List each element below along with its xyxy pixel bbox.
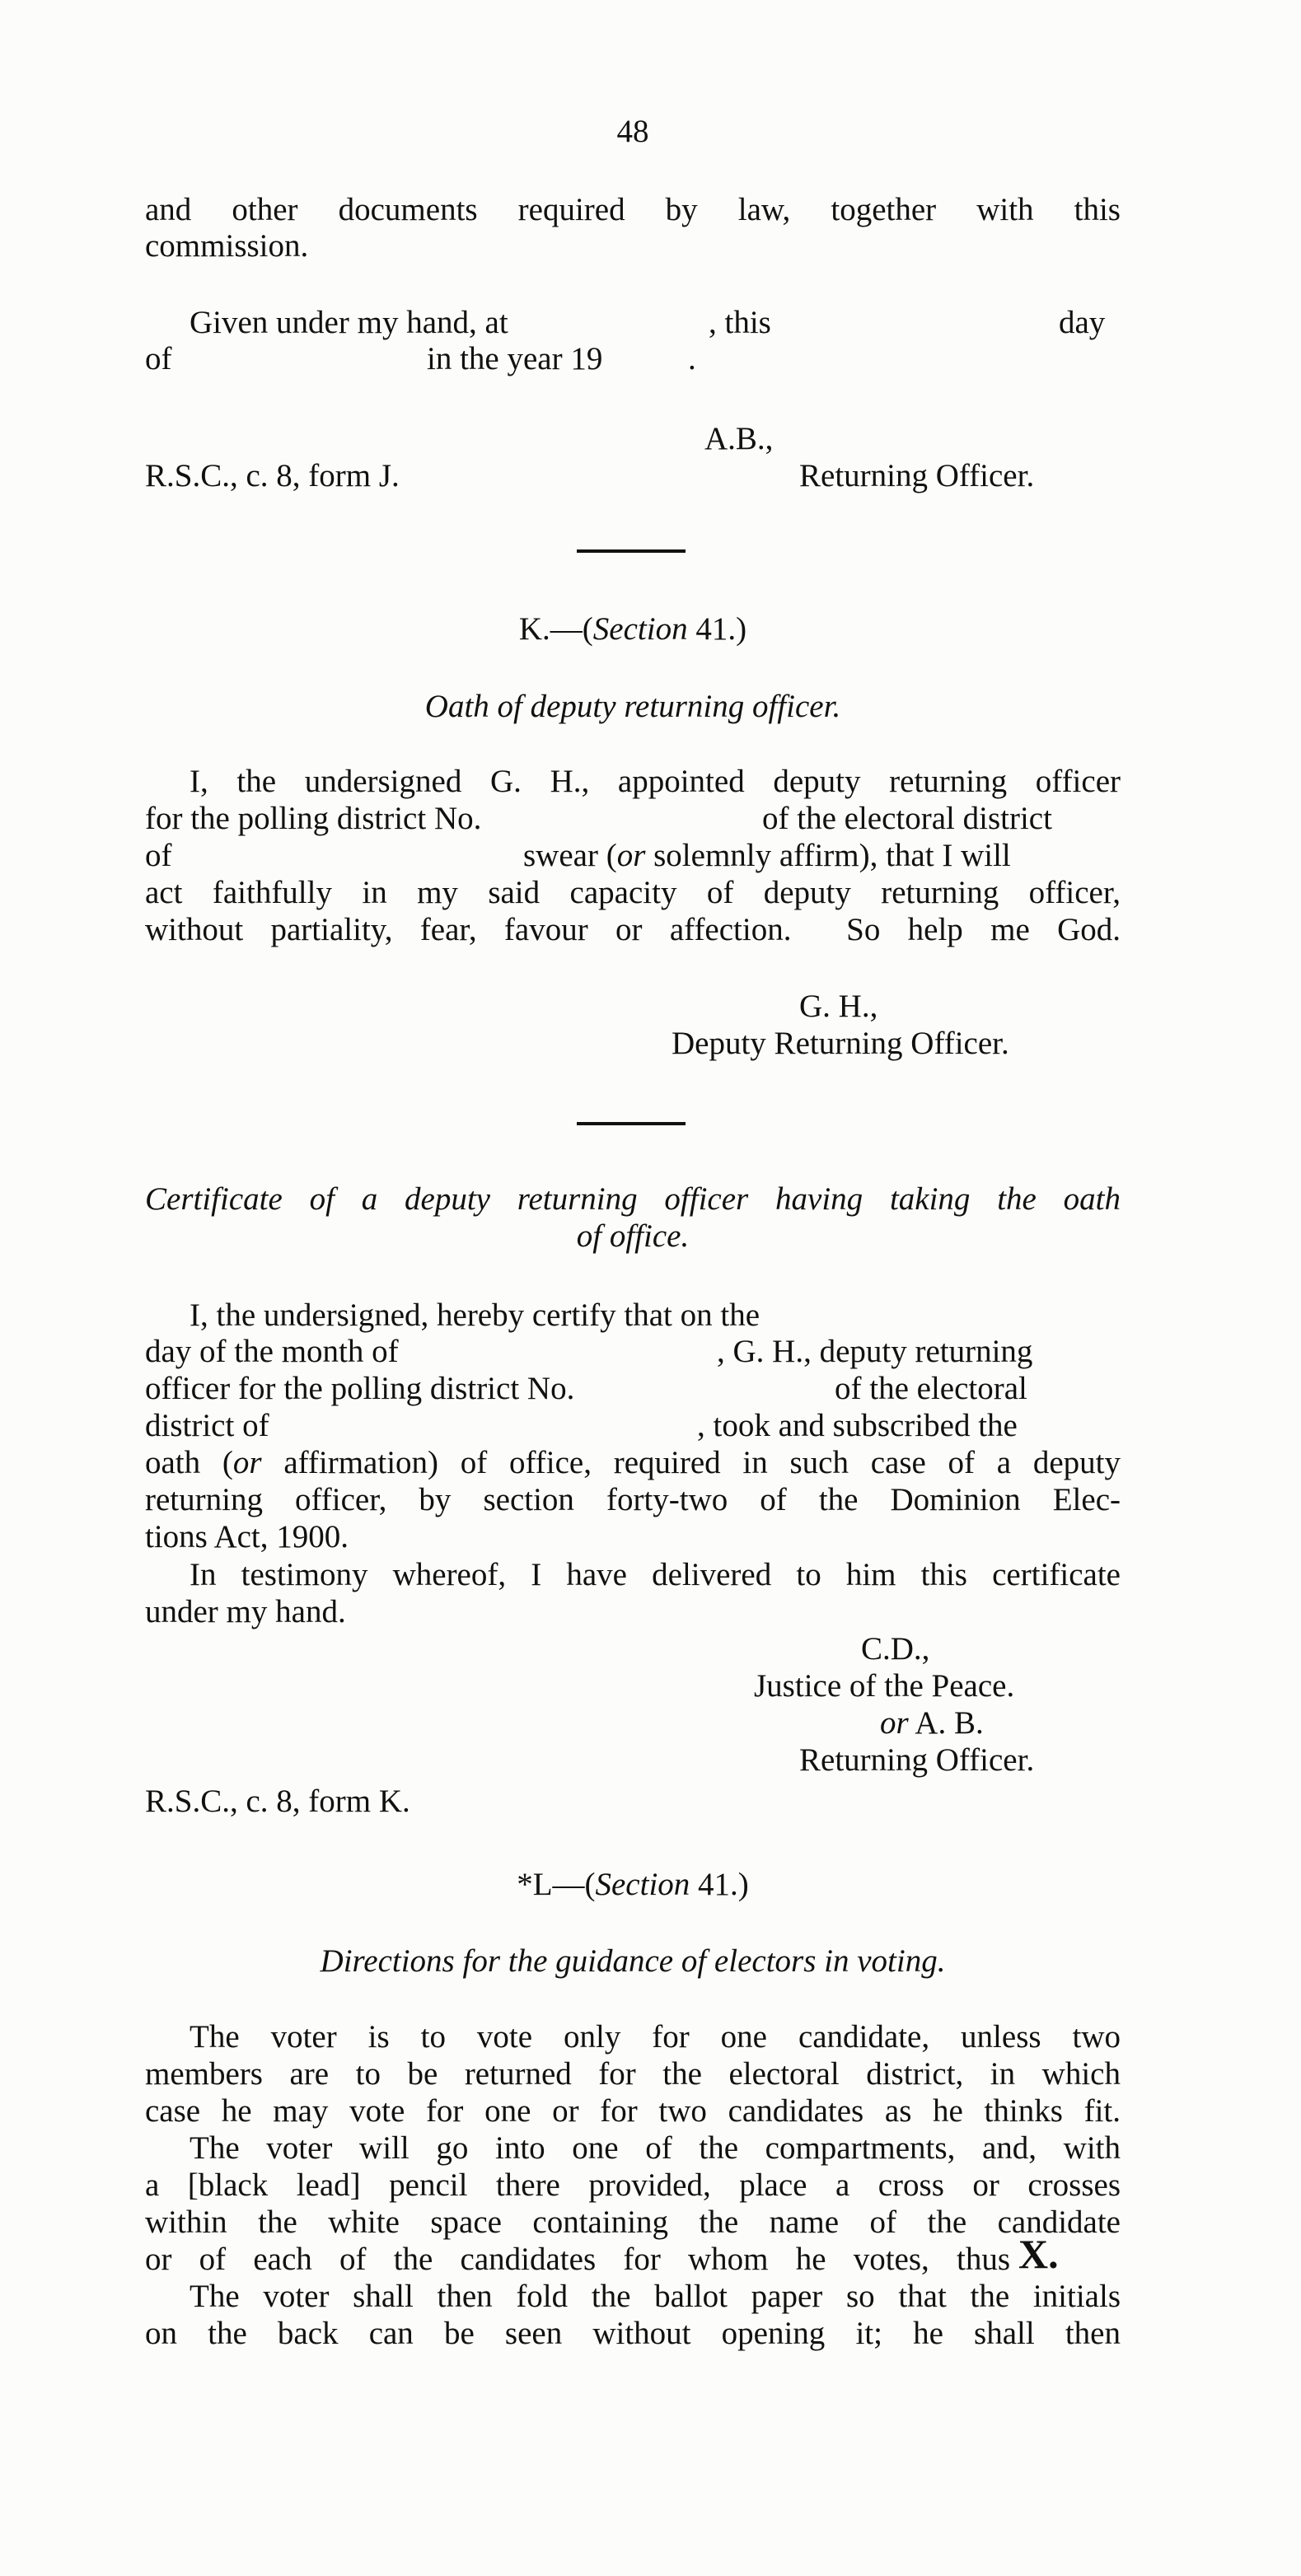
signature-title: Justice of the Peace.: [754, 1668, 1015, 1704]
certificate-line: officer for the polling district No.: [145, 1371, 575, 1406]
directions-line: The voter shall then fold the ballot paper so that the initials: [190, 2279, 1121, 2314]
oath-line: of the electoral district: [762, 801, 1052, 836]
oath-line: for the polling district No.: [145, 801, 482, 836]
top-paragraph-line: and other documents required by law, together with this: [145, 192, 1121, 227]
directions-line: The voter will go into one of the compartments, and, with: [190, 2130, 1121, 2166]
section-heading-k: [145, 610, 1121, 649]
signature-alternate: [880, 1704, 984, 1743]
directions-line: case he may vote for one or for two candidates as he thinks fit.: [145, 2093, 1121, 2129]
heading-prefix: K.—(: [518, 611, 593, 647]
given-text: Given under my hand, at: [190, 305, 508, 340]
certificate-line: returning officer, by section forty-two of the Dominion Elec-: [145, 1482, 1121, 1517]
oath-line: I, the undersigned G. H., appointed deputy returning officer: [190, 764, 1121, 799]
divider-rule: [577, 1122, 686, 1125]
certificate-text: affirmation) of office, required in such case of a deputy: [261, 1445, 1121, 1480]
certificate-line: In testimony whereof, I have delivered to him this certificate: [190, 1557, 1121, 1592]
oath-text: solemnly affirm), that I will: [645, 838, 1011, 873]
directions-line: members are to be returned for the electoral district, in which: [145, 2056, 1121, 2092]
heading-prefix: *L—(: [517, 1867, 596, 1902]
heading-section: Section: [592, 611, 688, 647]
directions-line: or of each of the candidates for whom he votes, thus: [145, 2242, 1010, 2277]
signature-name: A.B.,: [704, 421, 774, 456]
certificate-text-or: or: [232, 1445, 262, 1480]
oath-line: act faithfully in my said capacity of deputy returning officer,: [145, 875, 1121, 910]
certificate-line: under my hand.: [145, 1594, 346, 1629]
heading-number: 41.): [687, 611, 747, 647]
directions-line: within the white space containing the name of the candidate: [145, 2204, 1121, 2240]
given-text: day: [1059, 305, 1106, 340]
signature-title: Returning Officer.: [799, 458, 1035, 493]
page-number: 48: [616, 114, 649, 149]
signature-title: Returning Officer.: [799, 1742, 1035, 1778]
section-heading-l: [145, 1865, 1121, 1905]
certificate-line: district of: [145, 1408, 269, 1443]
signature-or: or: [880, 1705, 909, 1741]
given-text: , this: [709, 305, 771, 340]
certificate-line: tions Act, 1900.: [145, 1519, 349, 1554]
oath-line: of: [145, 838, 172, 873]
certificate-title: Certificate of a deputy returning officer having taking the oath: [145, 1181, 1121, 1217]
signature-alt-name: A. B.: [908, 1705, 984, 1741]
certificate-line: I, the undersigned, hereby certify that on the: [190, 1297, 760, 1333]
certificate-text: oath (: [145, 1445, 233, 1480]
directions-line: The voter is to vote only for one candidate, unless two: [190, 2019, 1121, 2055]
heading-number: 41.): [690, 1867, 749, 1902]
oath-text-or: or: [616, 838, 646, 873]
certificate-line: , G. H., deputy returning: [717, 1334, 1033, 1369]
divider-rule: [577, 549, 686, 553]
oath-line: without partiality, fear, favour or affection. So help me God.: [145, 912, 1121, 947]
directions-line: a [black lead] pencil there provided, place a cross or crosses: [145, 2167, 1121, 2203]
oath-text: swear (: [523, 838, 617, 873]
given-text: of: [145, 341, 172, 376]
certificate-line: day of the month of: [145, 1334, 399, 1369]
signature-name: G. H.,: [799, 989, 878, 1024]
oath-line: [523, 836, 1011, 876]
directions-title: Directions for the guidance of electors in voting.: [320, 1943, 946, 1979]
certificate-line: of the electoral: [835, 1371, 1027, 1406]
signature-name: C.D.,: [861, 1631, 930, 1667]
heading-section: Section: [595, 1867, 690, 1902]
certificate-title: of office.: [576, 1218, 690, 1254]
given-text: in the year 19: [427, 341, 603, 376]
cross-mark-icon: X.: [1018, 2231, 1059, 2277]
given-text: .: [688, 341, 696, 376]
directions-line: on the back can be seen without opening it; he shall then: [145, 2316, 1121, 2351]
top-paragraph-line: commission.: [145, 228, 309, 264]
certificate-line: , took and subscribed the: [697, 1408, 1018, 1443]
certificate-line: [145, 1443, 1121, 1483]
oath-title: Oath of deputy returning officer.: [424, 689, 841, 724]
signature-title: Deputy Returning Officer.: [672, 1026, 1009, 1061]
form-reference: R.S.C., c. 8, form K.: [145, 1784, 410, 1819]
form-reference: R.S.C., c. 8, form J.: [145, 458, 400, 493]
